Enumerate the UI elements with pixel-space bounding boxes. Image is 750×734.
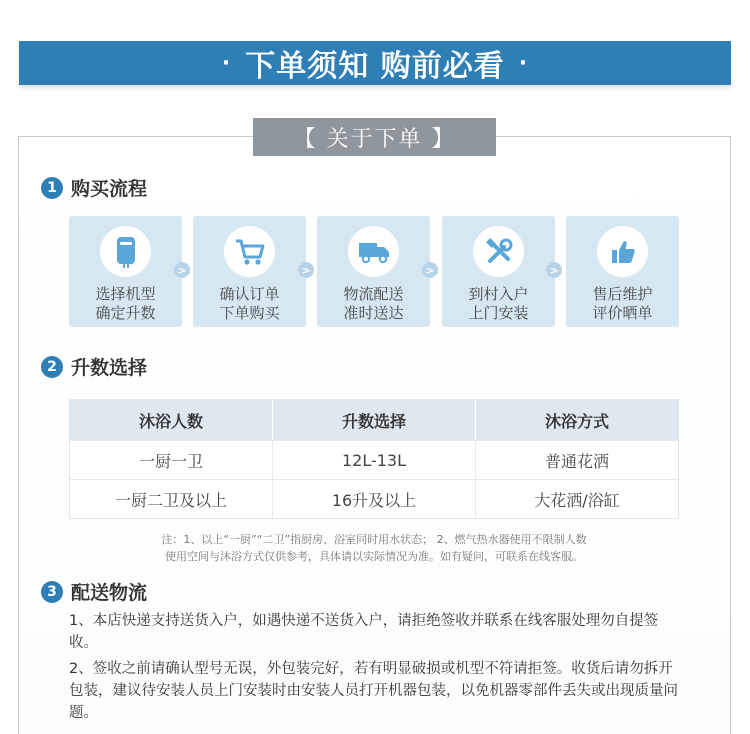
step-choose-model — [69, 216, 182, 327]
step-label-line2: 评价晒单 — [592, 304, 653, 322]
step-confirm-order — [193, 216, 306, 327]
step-arrow-icon: > — [422, 262, 438, 278]
table-row — [70, 440, 678, 479]
water-heater-icon — [100, 226, 151, 277]
table-cell: 12L-13L — [272, 441, 475, 479]
table-header-cell: 沐浴人数 — [138, 411, 203, 431]
banner-dot-left: · — [221, 50, 232, 76]
step-arrow-icon: > — [298, 262, 314, 278]
section1-number: 1 — [41, 177, 63, 199]
table-cell: 一厨二卫及以上 — [114, 490, 227, 510]
table-cell: 大花洒/浴缸 — [475, 480, 678, 518]
table-header-row — [70, 400, 678, 440]
banner-title: 下单须知 购前必看 — [245, 49, 505, 84]
section1-heading — [41, 174, 147, 201]
table-cell: 一厨一卫 — [138, 451, 203, 471]
table-header-cell: 升数选择 — [272, 400, 475, 440]
step-label-line2: 上门安装 — [468, 304, 529, 322]
step-label-line1: 选择机型 — [95, 285, 156, 303]
step-label-line1: 售后维护 — [592, 285, 653, 303]
section3-number: 3 — [41, 581, 63, 603]
table-cell: 普通花洒 — [475, 441, 678, 479]
table-row — [70, 479, 678, 518]
section2-title: 升数选择 — [71, 357, 148, 379]
note-line2: 使用空间与沐浴方式仅供参考，具体请以实际情况为准。如有疑问，可联系在线客服。 — [165, 550, 583, 563]
tools-icon — [473, 226, 524, 277]
thumbs-up-icon — [597, 226, 648, 277]
section3-heading — [41, 578, 147, 605]
section2-heading — [41, 353, 147, 380]
section-tag: 【 关于下单 】 — [253, 118, 496, 156]
banner-dot-right: · — [518, 50, 529, 76]
delivery-truck-icon — [348, 226, 399, 277]
section1-title: 购买流程 — [71, 178, 148, 200]
shopping-cart-icon — [224, 226, 275, 277]
step-arrow-icon: > — [546, 262, 562, 278]
step-label-line2: 准时送达 — [343, 304, 404, 322]
purchase-steps — [69, 216, 679, 327]
table-cell: 16升及以上 — [272, 480, 475, 518]
step-label-line1: 物流配送 — [343, 285, 404, 303]
note-line1: 注：1、以上“一厨”“二卫”指厨房、浴室同时用水状态； 2、燃气热水器使用不限制人数 — [161, 533, 587, 546]
step-label-line1: 到村入户 — [468, 285, 529, 303]
section3-title: 配送物流 — [71, 582, 148, 604]
section2-number: 2 — [41, 356, 63, 378]
step-logistics — [317, 216, 430, 327]
step-label-line1: 确认订单 — [219, 285, 280, 303]
step-installation — [442, 216, 555, 327]
notice-banner — [19, 41, 731, 85]
table-note — [69, 531, 679, 565]
logistics-paragraph-2: 2、签收之前请确认型号无误，外包装完好，若有明显破损或机型不符请拒签。收货后请勿拆开包装，建议待安装人员上门安装时由安装人员打开机器包装，以免机器零部件丢失或出现质量问题。 — [69, 661, 678, 721]
step-label-line2: 确定升数 — [95, 304, 156, 322]
capacity-table — [69, 399, 679, 519]
table-header-cell: 沐浴方式 — [475, 400, 678, 440]
step-label-line2: 下单购买 — [219, 304, 280, 322]
step-after-sales — [566, 216, 679, 327]
logistics-paragraph-1: 1、本店快递支持送货入户，如遇快递不送货入户，请拒绝签收并联系在线客服处理勿自提签收。 — [69, 613, 659, 651]
step-arrow-icon: > — [174, 262, 190, 278]
